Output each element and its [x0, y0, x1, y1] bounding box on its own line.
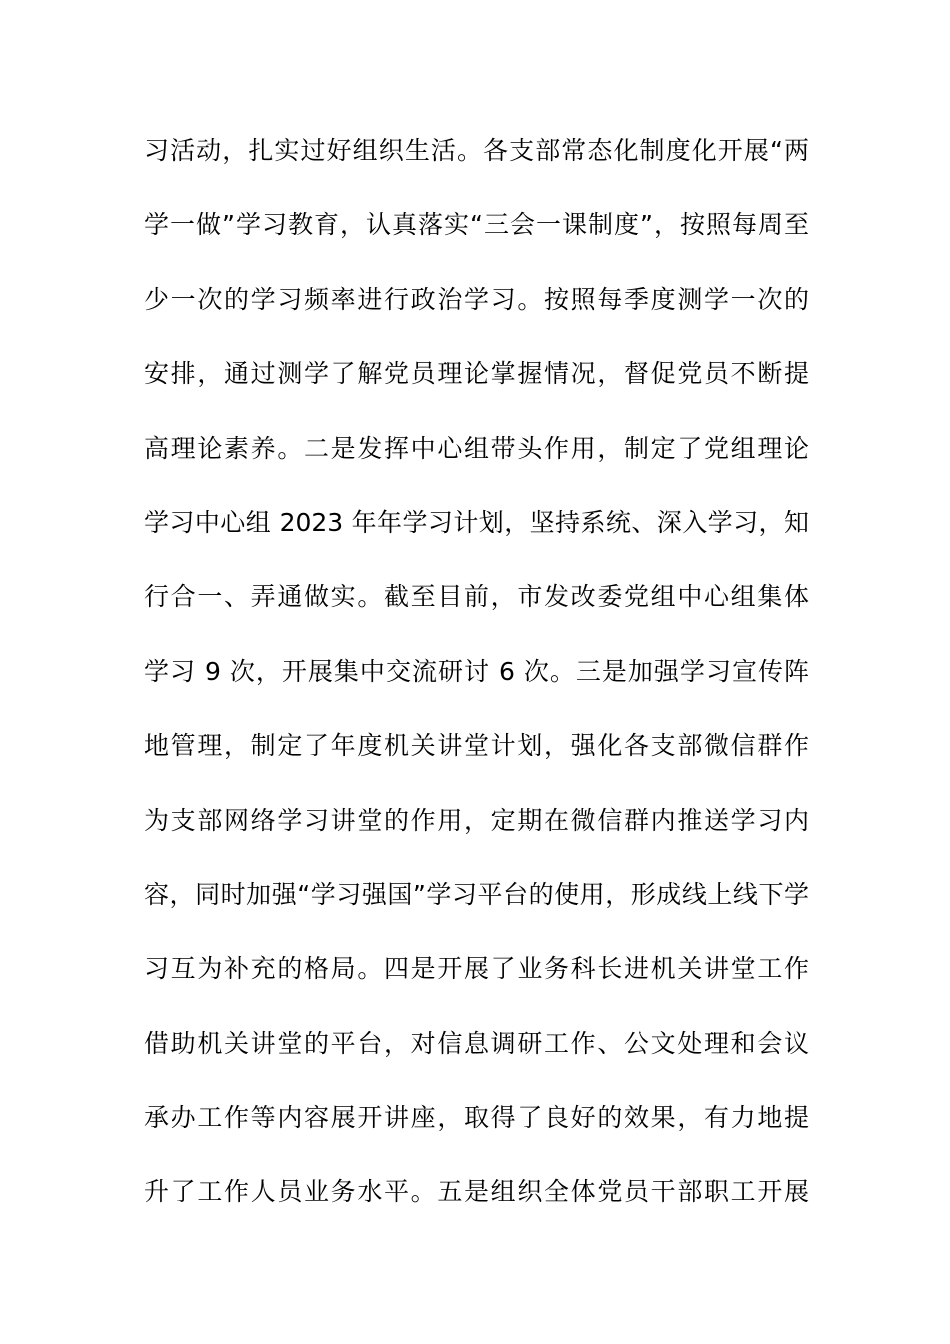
text-line: 学习 9 次，开展集中交流研讨 6 次。三是加强学习宣传阵	[144, 656, 809, 686]
body-text	[144, 130, 809, 1246]
text-line: 行合一、弄通做实。截至目前，市发改委党组中心组集体	[144, 582, 809, 612]
text-line: 安排，通过测学了解党员理论掌握情况，督促党员不断提	[144, 359, 809, 389]
text-line: 承办工作等内容展开讲座，取得了良好的效果，有力地提	[144, 1103, 809, 1133]
text-line: 借助机关讲堂的平台，对信息调研工作、公文处理和会议	[144, 1028, 809, 1058]
text-line: 学一做”学习教育，认真落实“三会一课制度”，按照每周至	[144, 210, 809, 240]
text-line: 少一次的学习频率进行政治学习。按照每季度测学一次的	[144, 284, 809, 314]
text-line: 习活动，扎实过好组织生活。各支部常态化制度化开展“两	[144, 136, 809, 165]
text-line: 习互为补充的格局。四是开展了业务科长进机关讲堂工作	[144, 954, 809, 984]
text-line: 升了工作人员业务水平。五是组织全体党员干部职工开展	[144, 1177, 809, 1207]
text-line: 地管理，制定了年度机关讲堂计划，强化各支部微信群作	[144, 731, 809, 761]
text-line: 容，同时加强“学习强国”学习平台的使用，形成线上线下学	[144, 879, 809, 909]
text-line: 为支部网络学习讲堂的作用，定期在微信群内推送学习内	[144, 805, 809, 835]
text-line: 高理论素养。二是发挥中心组带头作用，制定了党组理论	[144, 433, 809, 463]
text-line: 学习中心组 2023 年年学习计划，坚持系统、深入学习，知	[144, 507, 809, 537]
